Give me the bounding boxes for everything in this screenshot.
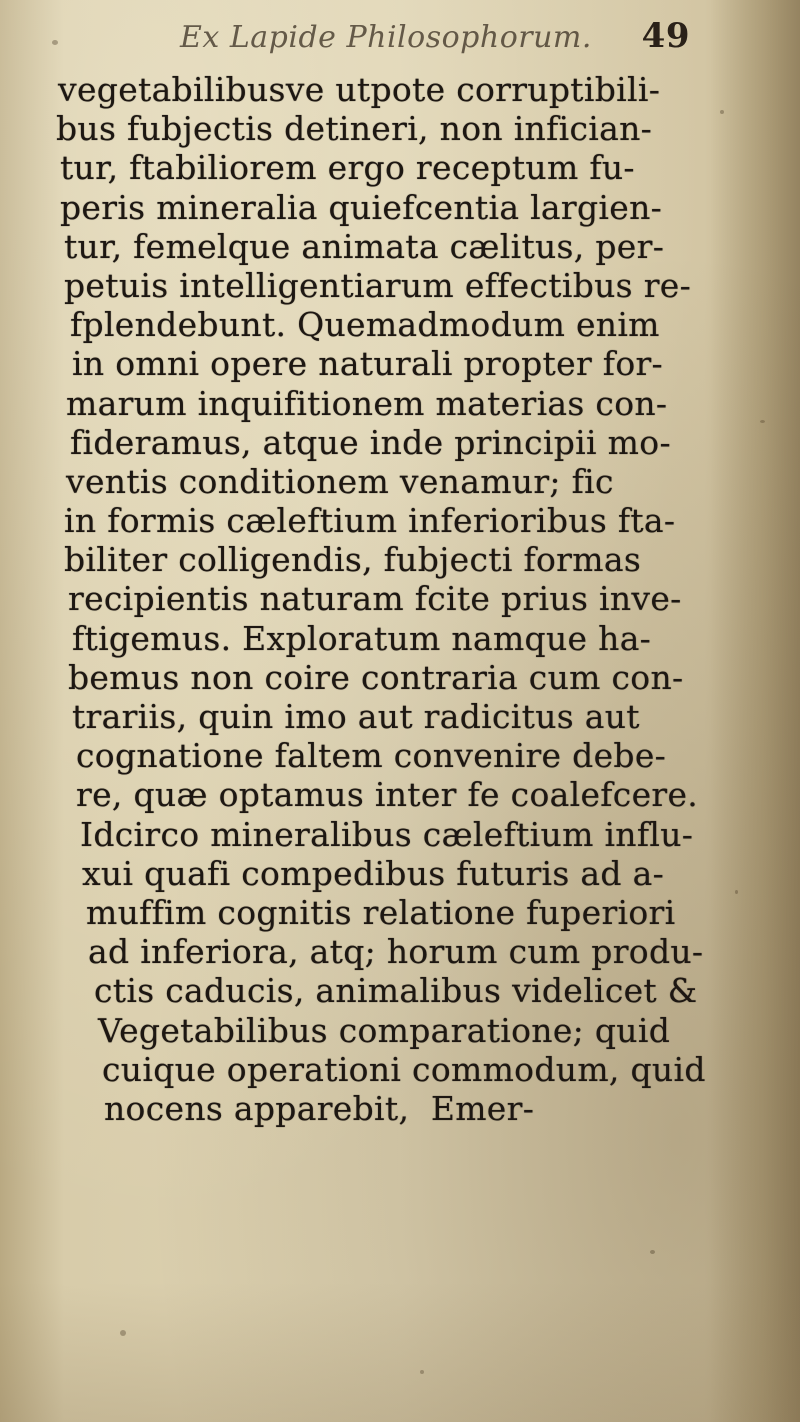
paper-speck <box>52 40 58 45</box>
text-line: recipientis naturam fcite prius inve- <box>68 579 682 619</box>
running-title: Ex Lapide Philosophorum. <box>180 20 592 55</box>
body-text <box>30 70 710 1128</box>
text-line: ad inferiora, atq; horum cum produ- <box>88 932 704 972</box>
text-line: in omni opere naturali propter for- <box>72 344 664 384</box>
text-line: fideramus, atque inde principii mo- <box>70 422 671 462</box>
page-number: 49 <box>641 16 690 56</box>
running-header <box>140 18 700 62</box>
text-line: xui quafi compedibus futuris ad a- <box>82 853 665 893</box>
text-line: marum inquifitionem materias con- <box>66 383 668 423</box>
text-line: fplendebunt. Quemadmodum enim <box>70 305 660 345</box>
text-line: petuis intelligentiarum effectibus re- <box>64 265 692 305</box>
text-line: bus fubjectis detineri, non infician- <box>56 109 653 149</box>
text-line: nocens apparebit, Emer- <box>104 1088 535 1128</box>
text-line: tur, femelque animata cælitus, per- <box>64 226 665 266</box>
page-gutter-shadow <box>710 0 800 1422</box>
text-line: trariis, quin imo aut radicitus aut <box>72 697 640 736</box>
text-line: re, quæ optamus inter fe coalefcere. <box>76 775 699 815</box>
text-line: ftigemus. Exploratum namque ha- <box>72 618 652 658</box>
page-bottom-shade <box>0 1282 800 1422</box>
text-line: cuique operationi commodum, quid <box>102 1049 706 1089</box>
text-line: bemus non coire contraria cum con- <box>68 657 684 697</box>
text-line: vegetabilibusve utpote corruptibili- <box>58 70 661 109</box>
text-line: muffim cognitis relatione fuperiori <box>86 892 676 932</box>
text-line: cognatione faltem convenire debe- <box>76 736 667 776</box>
paper-speck <box>650 1250 655 1254</box>
text-line: ctis caducis, animalibus videlicet & <box>94 971 698 1011</box>
text-line: Idcirco mineralibus cæleftium influ- <box>80 814 694 854</box>
text-line: peris mineralia quiefcentia largien- <box>60 187 663 227</box>
text-line: in formis cæleftium inferioribus fta- <box>64 501 676 541</box>
text-line: Vegetabilibus comparatione; quid <box>98 1010 671 1050</box>
text-line: biliter colligendis, fubjecti formas <box>64 540 642 580</box>
text-line: tur, ftabiliorem ergo receptum fu- <box>60 148 635 188</box>
text-line: ventis conditionem venamur; fic <box>66 461 614 501</box>
